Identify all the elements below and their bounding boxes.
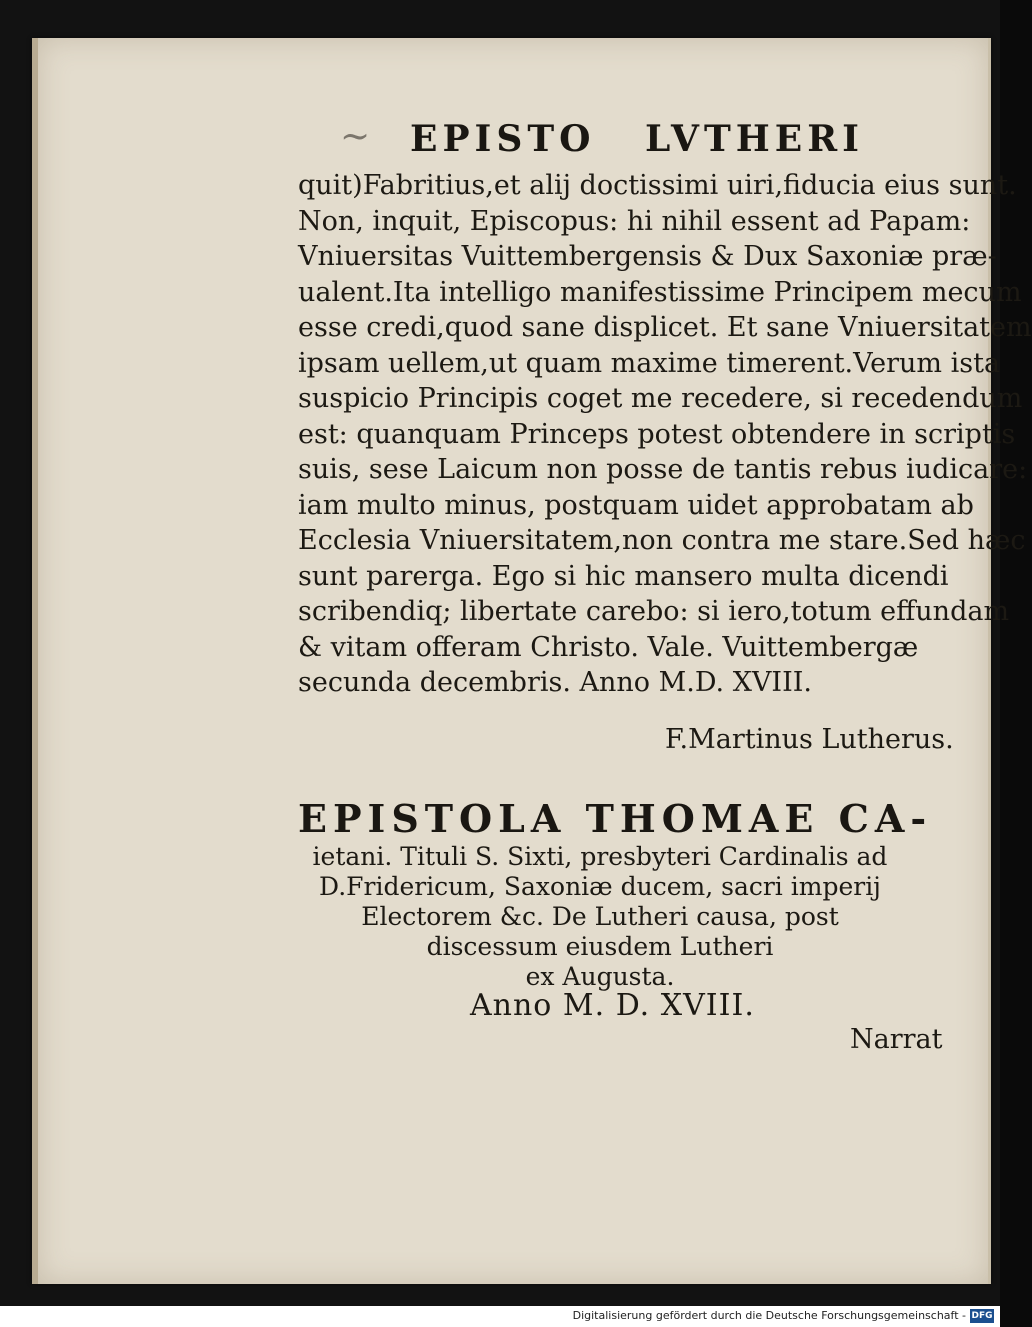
body-line: Vniuersitas Vuittembergensis & Dux Saxoniæ præ- xyxy=(298,241,997,272)
letter-body xyxy=(298,168,1032,701)
body-line: quit)Fabritius,et alij doctissimi uiri,fiducia eius sunt. xyxy=(298,170,1017,201)
body-line: ipsam uellem,ut quam maxime timerent.Verum ista xyxy=(298,347,1001,379)
body-line: iam multo minus, postquam uidet approbatam ab xyxy=(298,489,974,521)
catchword: Narrat xyxy=(850,1024,943,1055)
section-title: EPISTOLA THOMAE CA- xyxy=(298,796,933,841)
subtitle-line: discessum eiusdem Lutheri xyxy=(426,932,774,961)
body-line: Ecclesia Vniuersitatem,non contra me stare.Sed hæc xyxy=(298,525,1026,556)
body-line: sunt parerga. Ego si hic mansero multa dicendi xyxy=(298,560,949,592)
subtitle-line: ex Augusta. xyxy=(525,962,675,991)
body-line: scribendiq; libertate carebo: si iero,totum effundam xyxy=(298,596,1010,627)
body-line: Non, inquit, Episcopus: hi nihil essent ad Papam: xyxy=(298,205,971,237)
section-subtitle xyxy=(270,842,930,992)
subtitle-line: Electorem &c. De Lutheri causa, post xyxy=(361,902,839,931)
body-line: & vitam offeram Christo. Vale. Vuittembergæ xyxy=(298,631,919,663)
body-line: secunda decembris. Anno M.D. XVIII. xyxy=(298,667,813,698)
body-line: est: quanquam Princeps potest obtendere in scriptis xyxy=(298,418,1016,450)
signature: F.Martinus Lutherus. xyxy=(665,724,954,755)
footer-credit: Digitalisierung gefördert durch die Deutsche Forschungsgemeinschaft - xyxy=(572,1309,966,1322)
running-header xyxy=(300,118,900,166)
digitization-footer xyxy=(0,1306,1000,1327)
subtitle-line: ietani. Tituli S. Sixti, presbyteri Cardinalis ad xyxy=(312,842,888,871)
header-left: EPISTO xyxy=(410,118,596,160)
header-right: LVTHERI xyxy=(645,118,864,160)
header-ornament-icon: ~ xyxy=(340,116,376,157)
body-line: suis, sese Laicum non posse de tantis rebus iudicare: xyxy=(298,454,1028,485)
section-year: Anno M. D. XVIII. xyxy=(470,988,755,1023)
subtitle-line: D.Fridericum, Saxoniæ ducem, sacri imperij xyxy=(319,872,881,901)
dfg-logo-icon: DFG xyxy=(971,1311,993,1321)
body-line: ualent.Ita intelligo manifestissime Principem mecum xyxy=(298,276,1022,308)
body-line: esse credi,quod sane displicet. Et sane Vniuersitatem xyxy=(298,312,1032,343)
body-line: suspicio Principis coget me recedere, si recedendum xyxy=(298,383,1023,414)
